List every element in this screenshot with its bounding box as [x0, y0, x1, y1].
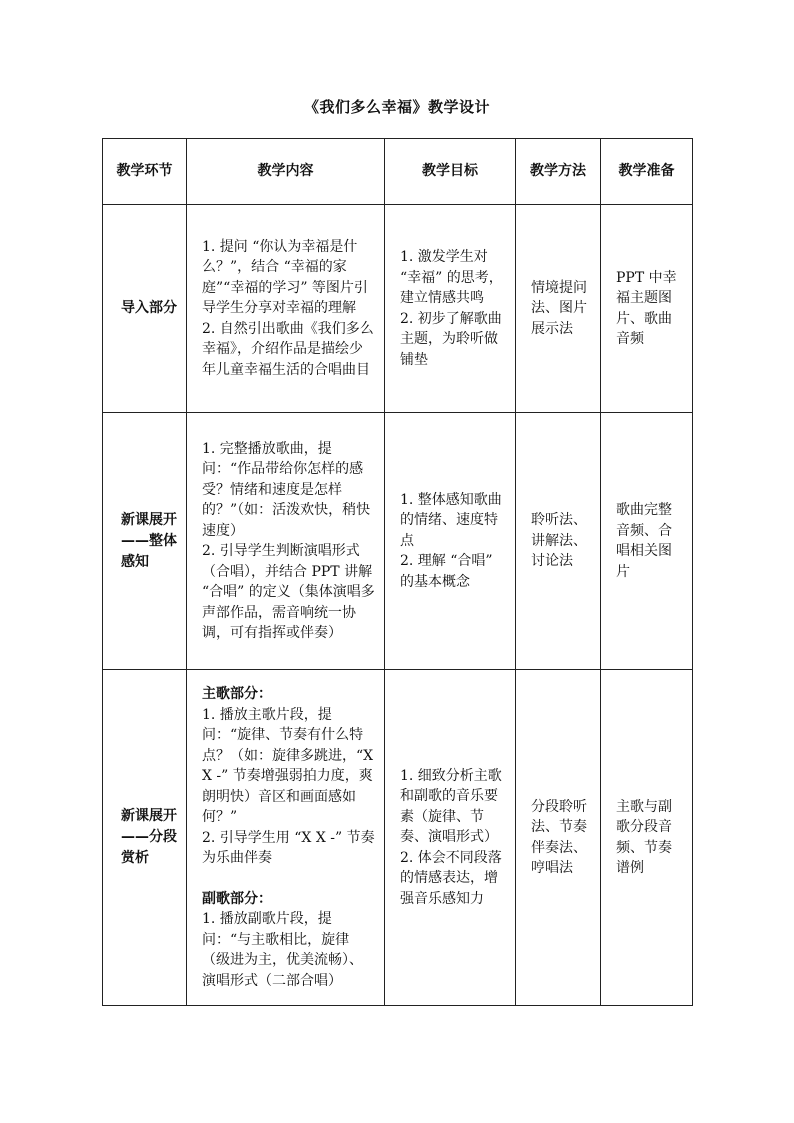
content-line: 2. 引导学生用 “X X -” 节奏为乐曲伴奏 [202, 829, 375, 866]
prep-cell: 歌曲完整音频、合唱相关图片 [601, 413, 693, 670]
content-cell [187, 205, 385, 413]
goal-line: 2. 体会不同段落的情感表达，增强音乐感知力 [400, 849, 502, 907]
goal-line: 1. 整体感知歌曲的情绪、速度特点 [400, 491, 502, 549]
stage-cell: 新课展开——整体感知 [103, 413, 187, 670]
table-header-row [103, 139, 693, 205]
content-line: 2. 引导学生判断演唱形式（合唱），并结合 PPT 讲解 “合唱” 的定义（集体演唱多声部作品，需音响统一协调，可有指挥或伴奏） [202, 543, 375, 641]
header-content: 教学内容 [187, 139, 385, 205]
goal-cell [385, 670, 516, 1006]
table-row [103, 670, 693, 1006]
stage-cell: 导入部分 [103, 205, 187, 413]
goal-cell [385, 205, 516, 413]
content-line: 1. 提问 “你认为幸福是什么？”，结合 “幸福的家庭”“幸福的学习” 等图片引导学生分享对幸福的理解 [202, 238, 368, 317]
table-row [103, 413, 693, 670]
content-cell [187, 670, 385, 1006]
stage-cell: 新课展开——分段赏析 [103, 670, 187, 1006]
goal-line: 2. 理解 “合唱” 的基本概念 [400, 553, 493, 590]
section-heading: 主歌部分： [202, 686, 272, 702]
content-cell [187, 413, 385, 670]
content-line: 1. 播放副歌片段，提问：“与主歌相比，旋律（级进为主，优美流畅）、演唱形式（二部合唱） [202, 911, 363, 989]
goal-cell [385, 413, 516, 670]
content-line: 1. 完整播放歌曲，提问：“作品带给你怎样的感受？情绪和速度是怎样的？”（如：活泼欢快，稍快速度） [202, 440, 371, 539]
header-goal: 教学目标 [385, 139, 516, 205]
section-heading: 副歌部分： [202, 890, 272, 907]
lesson-plan-table [102, 138, 693, 1006]
table-row [103, 205, 693, 413]
header-stage: 教学环节 [103, 139, 187, 205]
goal-line: 1. 细致分析主歌和副歌的音乐要素（旋律、节奏、演唱形式） [400, 767, 502, 846]
content-line: 1. 播放主歌片段，提问：“旋律、节奏有什么特点？（如：旋律多跳进，“X X -” 节奏增强弱拍力度，爽朗明快）音区和画面感如何？” [202, 706, 374, 825]
header-method: 教学方法 [516, 139, 601, 205]
method-cell: 聆听法、讲解法、讨论法 [516, 413, 601, 670]
prep-cell: 主歌与副歌分段音频、节奏谱例 [601, 670, 693, 1006]
header-prep: 教学准备 [601, 139, 693, 205]
prep-cell: PPT 中幸福主题图片、歌曲音频 [601, 205, 693, 413]
goal-line: 2. 初步了解歌曲主题，为聆听做铺垫 [400, 310, 502, 368]
content-line: 2. 自然引出歌曲《我们多么幸福》，介绍作品是描绘少年儿童幸福生活的合唱曲目 [202, 320, 374, 378]
method-cell: 情境提问法、图片展示法 [516, 205, 601, 413]
document-title: 《我们多么幸福》教学设计 [303, 98, 490, 116]
method-cell: 分段聆听法、节奏伴奏法、哼唱法 [516, 670, 601, 1006]
goal-line: 1. 激发学生对 “幸福” 的思考，建立情感共鸣 [400, 249, 503, 306]
